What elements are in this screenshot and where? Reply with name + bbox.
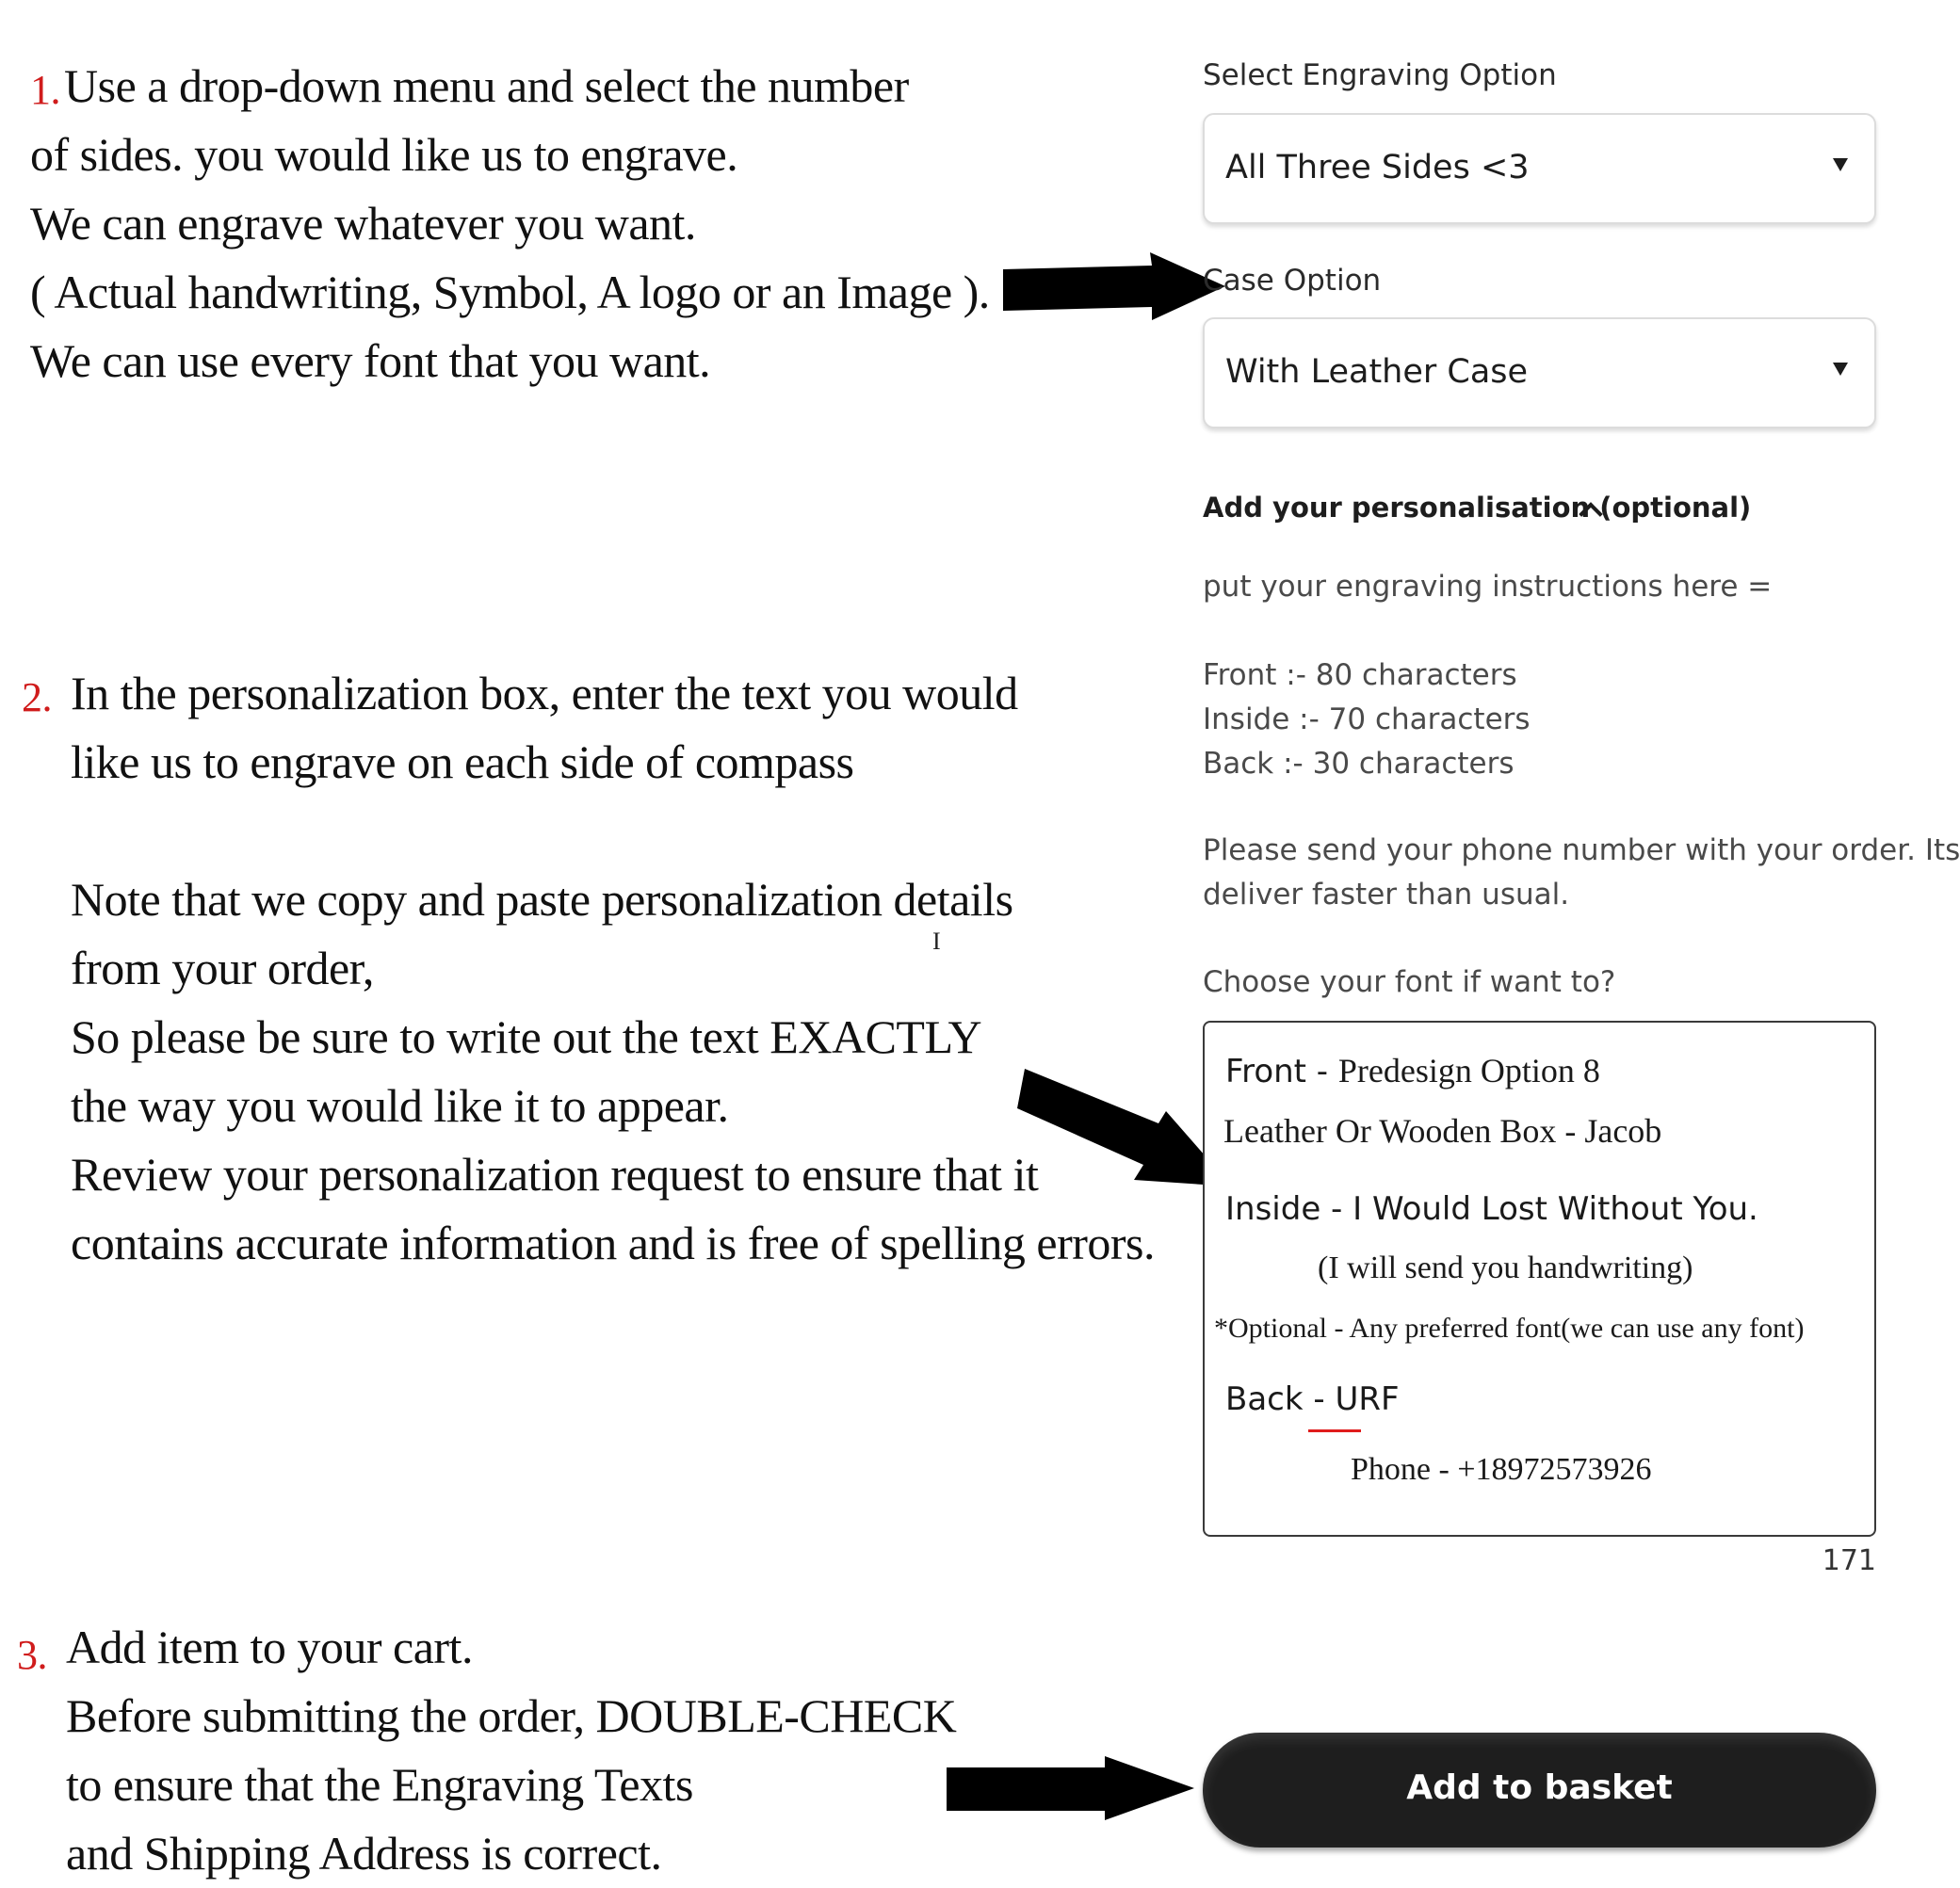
engraving-option-select[interactable]	[1203, 113, 1876, 224]
step-2-line: Review your personalization request to ensure that it	[71, 1148, 1039, 1201]
character-limits	[1203, 654, 1531, 786]
textarea-inside-line: Inside - I Would Lost Without You.	[1225, 1190, 1758, 1228]
step-3-line: to ensure that the Engraving Texts	[66, 1758, 693, 1811]
arrow-right-icon	[945, 1756, 1196, 1822]
step-2-number: 2.	[22, 674, 52, 720]
step-1-line: We can engrave whatever you want.	[30, 197, 696, 250]
case-option-value: With Leather Case	[1225, 353, 1529, 391]
step-2-line: So please be sure to write out the text EXACTLY	[71, 1010, 982, 1063]
step-1-line: ( Actual handwriting, Symbol, A logo or an Image ).	[30, 266, 990, 318]
step-2-instructions	[22, 659, 1155, 1278]
phone-note	[1203, 829, 1960, 917]
case-option-label: Case Option	[1203, 264, 1382, 298]
step-2-line: In the personalization box, enter the text you would	[71, 667, 1018, 719]
arrow-right-icon	[1001, 252, 1227, 320]
limit-back: Back :- 30 characters	[1203, 747, 1515, 781]
step-1-line: We can use every font that you want.	[30, 334, 711, 387]
case-option-select[interactable]	[1203, 317, 1876, 428]
front-value: Predesign Option 8	[1337, 1052, 1600, 1089]
instructions-text: put your engraving instructions here =	[1203, 570, 1773, 604]
limit-inside: Inside :- 70 characters	[1203, 702, 1531, 736]
font-question: Choose your font if want to?	[1203, 965, 1616, 999]
textarea-phone-line: Phone - +18972573926	[1351, 1452, 1652, 1487]
textarea-box-line: Leather Or Wooden Box - Jacob	[1223, 1112, 1662, 1150]
engraving-option-value: All Three Sides <3	[1225, 149, 1530, 186]
step-1-instructions	[30, 52, 990, 395]
step-3-number: 3.	[17, 1632, 47, 1678]
chevron-down-icon	[1833, 363, 1848, 376]
step-1-number: 1.	[30, 67, 60, 113]
step-1-line: Use a drop-down menu and select the number	[64, 59, 909, 112]
back-prefix: Back -	[1225, 1380, 1336, 1418]
personalisation-toggle[interactable]: Add your personalisation (optional)	[1203, 492, 1752, 524]
spellcheck-underline	[1308, 1429, 1361, 1432]
personalisation-textarea[interactable]	[1203, 1021, 1876, 1537]
step-2-line: from your order,	[71, 942, 374, 994]
engraving-option-label: Select Engraving Option	[1203, 58, 1557, 92]
back-value: URF	[1335, 1380, 1400, 1418]
text-cursor-icon: I	[932, 928, 941, 955]
step-3-line: Before submitting the order, DOUBLE-CHECK	[66, 1689, 957, 1742]
step-3-line: Add item to your cart.	[66, 1621, 473, 1673]
limit-front: Front :- 80 characters	[1203, 658, 1517, 692]
textarea-optional-line: *Optional - Any preferred font(we can use any font)	[1214, 1313, 1805, 1344]
phone-note-line: Please send your phone number with your order. Its	[1203, 833, 1960, 867]
step-2-line: contains accurate information and is free of spelling errors.	[71, 1217, 1155, 1269]
textarea-back-line	[1225, 1380, 1400, 1418]
textarea-handwriting-note: (I will send you handwriting)	[1318, 1251, 1693, 1285]
step-3-instructions	[17, 1613, 957, 1888]
textarea-front-line	[1225, 1051, 1600, 1090]
front-prefix: Front -	[1225, 1053, 1338, 1090]
step-1-line: of sides. you would like us to engrave.	[30, 128, 738, 181]
chevron-down-icon	[1833, 158, 1848, 171]
step-3-line: and Shipping Address is correct.	[66, 1827, 662, 1880]
add-to-basket-button[interactable]	[1203, 1733, 1876, 1848]
character-counter: 171	[1822, 1544, 1876, 1577]
add-to-basket-label: Add to basket	[1406, 1768, 1673, 1807]
phone-note-line: deliver faster than usual.	[1203, 878, 1570, 912]
step-2-line: Note that we copy and paste personalization details	[71, 873, 1013, 926]
step-2-line: like us to engrave on each side of compass	[71, 735, 854, 788]
arrow-right-icon	[1017, 1069, 1234, 1191]
step-2-line: the way you would like it to appear.	[71, 1079, 729, 1132]
